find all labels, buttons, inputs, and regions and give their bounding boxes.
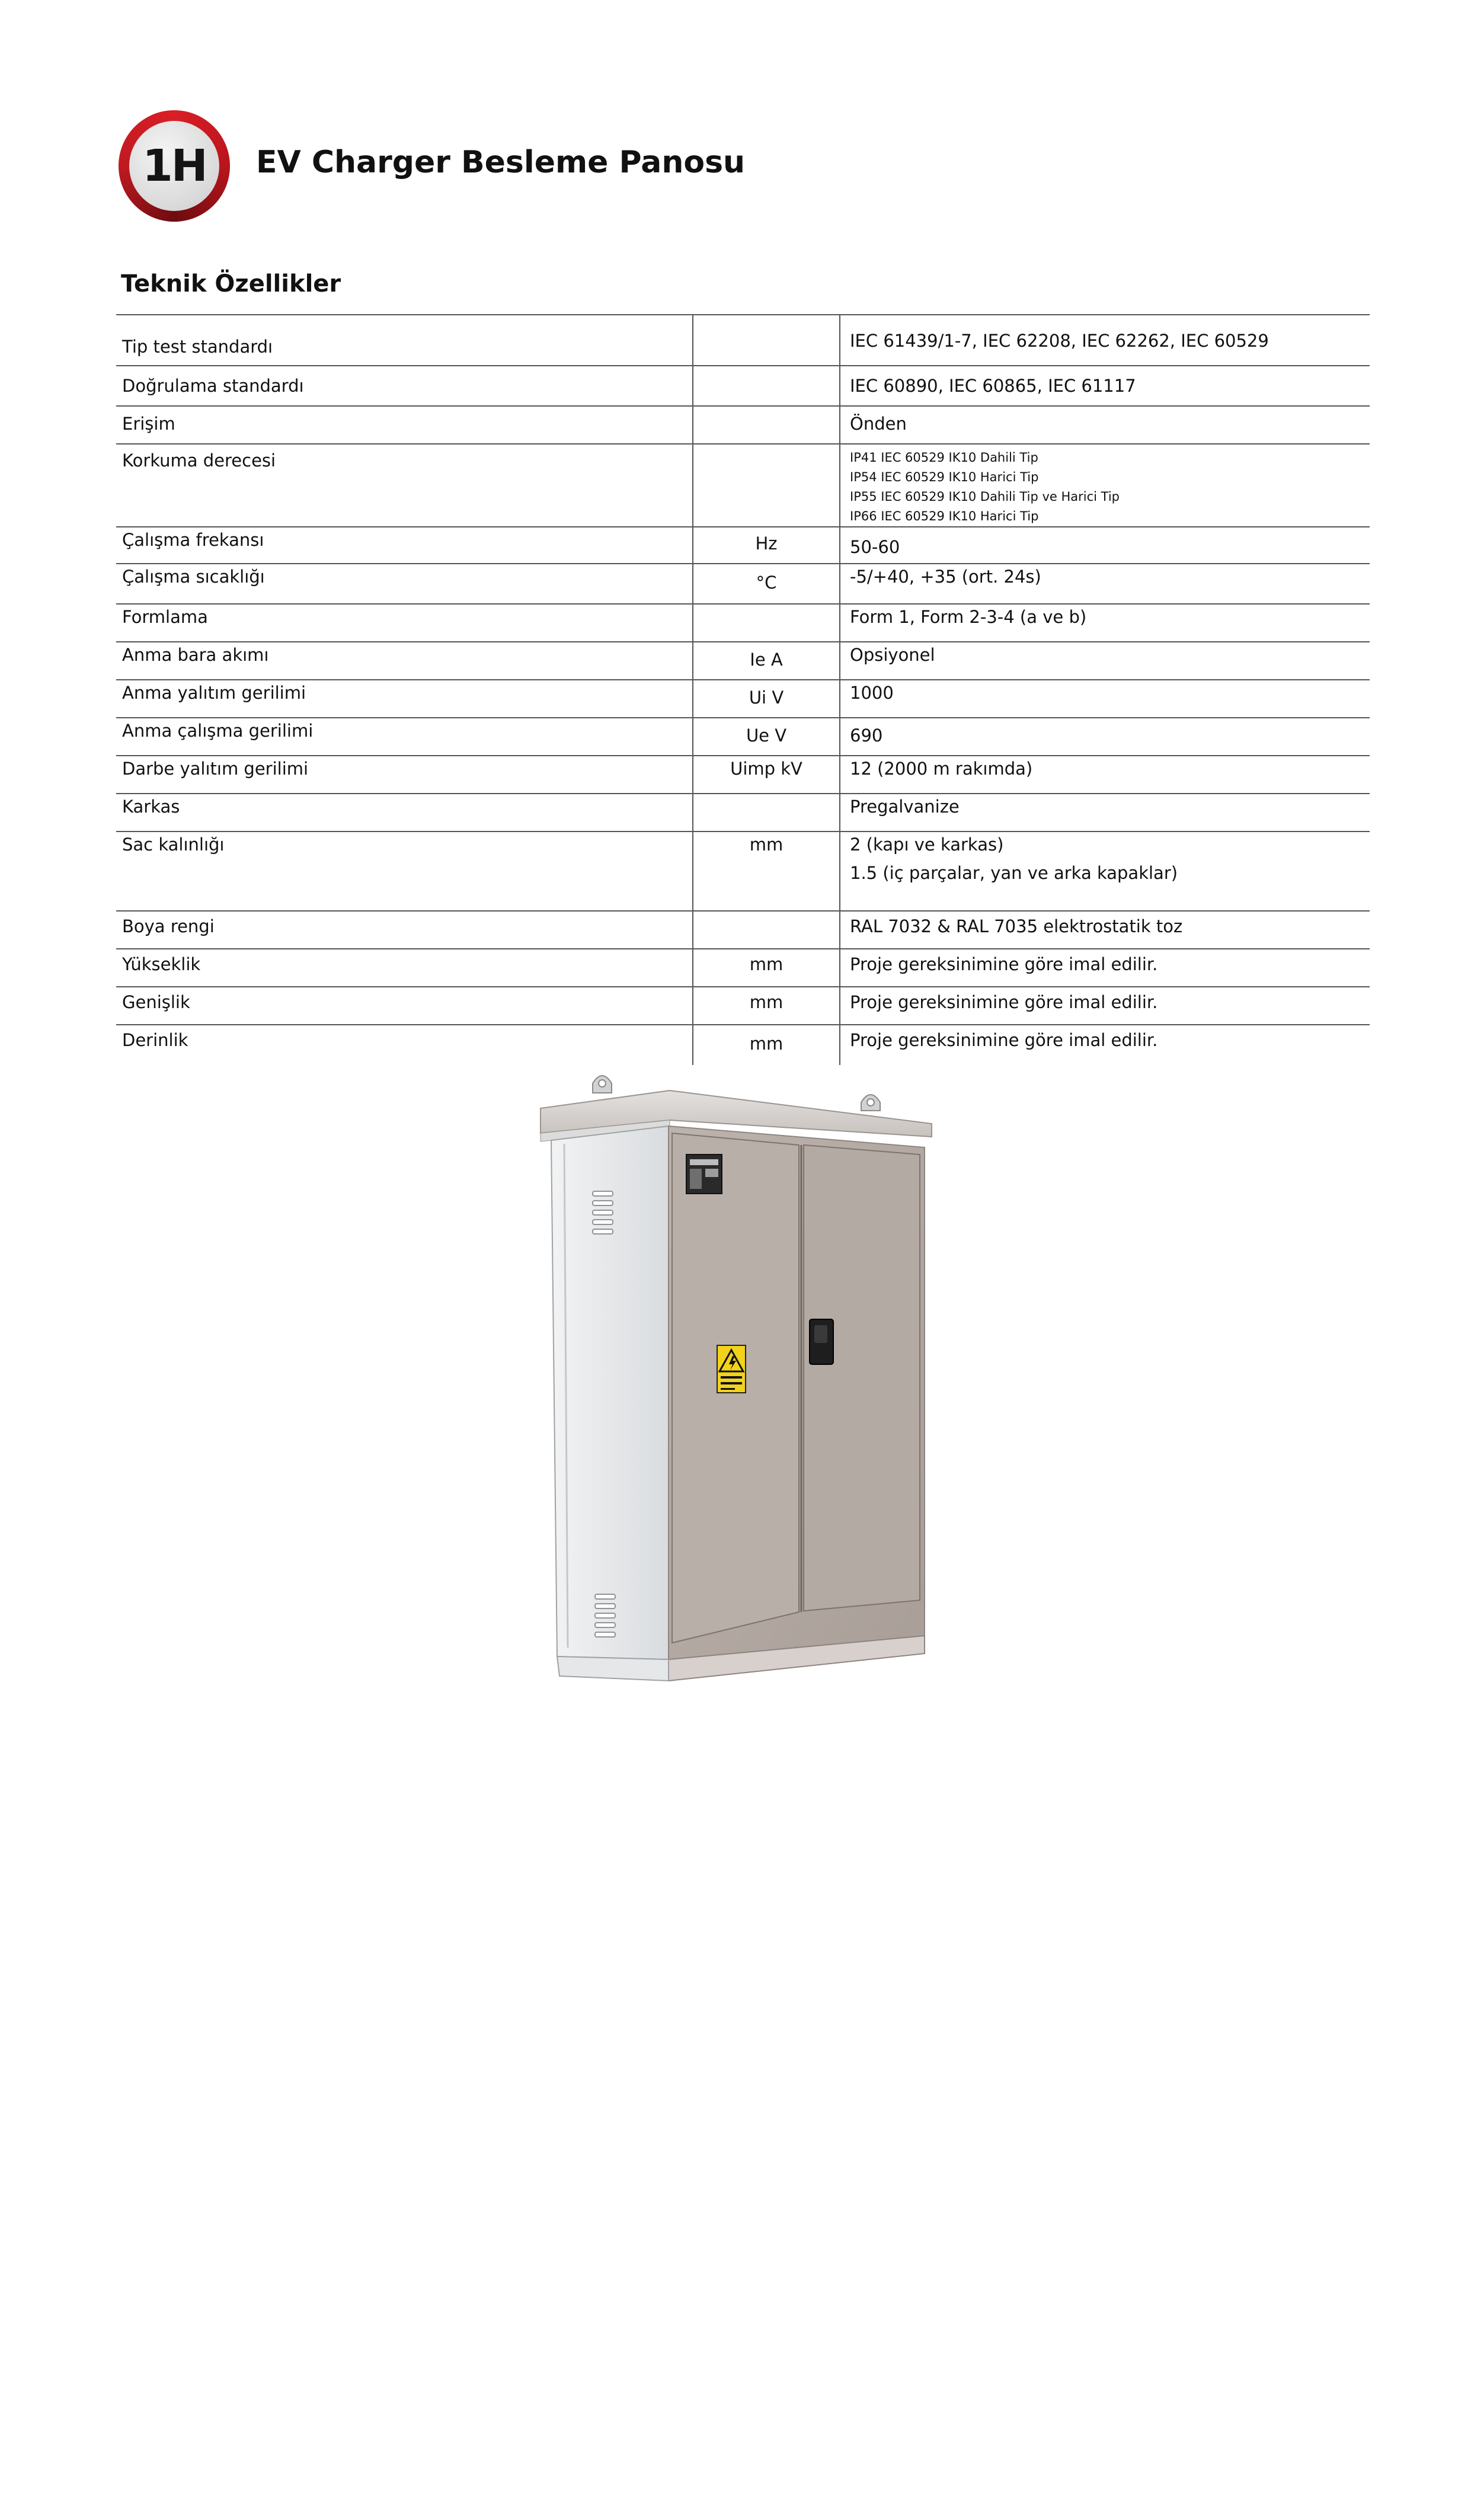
spec-value: Pregalvanize — [840, 794, 1370, 832]
lifting-eye-right — [861, 1095, 880, 1111]
spec-value: Form 1, Form 2-3-4 (a ve b) — [840, 604, 1370, 642]
logo-badge-text: 1H — [129, 121, 219, 211]
cabinet-illustration — [533, 1067, 948, 1683]
spec-value: 12 (2000 m rakımda) — [840, 756, 1370, 794]
table-row — [116, 911, 1370, 949]
spec-unit: mm — [693, 949, 840, 987]
spec-unit — [693, 315, 840, 366]
table-row — [116, 718, 1370, 756]
spec-name: Çalışma sıcaklığı — [116, 564, 693, 604]
spec-unit: mm — [693, 832, 840, 911]
protection-line: IP41 IEC 60529 IK10 Dahili Tip — [850, 450, 1038, 465]
spec-name: Boya rengi — [116, 911, 693, 949]
spec-unit — [693, 366, 840, 406]
high-voltage-warning-icon — [717, 1345, 746, 1393]
table-row — [116, 406, 1370, 444]
spec-value: 690 — [840, 718, 1370, 756]
spec-name: Anma çalışma gerilimi — [116, 718, 693, 756]
spec-unit: °C — [693, 564, 840, 604]
table-row — [116, 987, 1370, 1025]
spec-value — [840, 832, 1370, 911]
spec-value: Önden — [840, 406, 1370, 444]
spec-name: Genişlik — [116, 987, 693, 1025]
spec-value: IEC 61439/1-7, IEC 62208, IEC 62262, IEC 60529 — [840, 315, 1370, 366]
spec-name: Çalışma frekansı — [116, 527, 693, 564]
lifting-eye-left — [593, 1076, 612, 1093]
table-row — [116, 756, 1370, 794]
spec-name: Sac kalınlığı — [116, 832, 693, 911]
spec-name: Anma yalıtım gerilimi — [116, 680, 693, 718]
spec-unit: Ue V — [693, 718, 840, 756]
spec-unit — [693, 406, 840, 444]
spec-unit: Hz — [693, 527, 840, 564]
table-row — [116, 1025, 1370, 1065]
cabinet-door-right — [804, 1145, 920, 1611]
thickness-line: 2 (kapı ve karkas) — [850, 834, 1004, 855]
spec-unit: mm — [693, 1025, 840, 1065]
spec-unit — [693, 444, 840, 527]
spec-value: IEC 60890, IEC 60865, IEC 61117 — [840, 366, 1370, 406]
table-row — [116, 794, 1370, 832]
table-row — [116, 444, 1370, 527]
spec-unit: Ie A — [693, 642, 840, 680]
table-row — [116, 642, 1370, 680]
spec-name: Karkas — [116, 794, 693, 832]
spec-unit: mm — [693, 987, 840, 1025]
spec-name: Korkuma derecesi — [116, 444, 693, 527]
spec-name: Erişim — [116, 406, 693, 444]
page-title: EV Charger Besleme Panosu — [256, 145, 746, 180]
table-row — [116, 949, 1370, 987]
table-row — [116, 564, 1370, 604]
spec-value: Proje gereksinimine göre imal edilir. — [840, 949, 1370, 987]
table-row — [116, 604, 1370, 642]
protection-line: IP66 IEC 60529 IK10 Harici Tip — [850, 509, 1039, 523]
spec-table — [116, 314, 1370, 1065]
spec-name: Yükseklik — [116, 949, 693, 987]
table-row — [116, 315, 1370, 366]
spec-value — [840, 444, 1370, 527]
protection-line: IP55 IEC 60529 IK10 Dahili Tip ve Harici Tip — [850, 490, 1120, 504]
spec-value: 50-60 — [840, 527, 1370, 564]
spec-unit: Uimp kV — [693, 756, 840, 794]
logo-badge — [119, 110, 230, 222]
spec-name: Formlama — [116, 604, 693, 642]
spec-unit: Ui V — [693, 680, 840, 718]
door-handle-icon — [810, 1319, 833, 1364]
table-row — [116, 366, 1370, 406]
table-row — [116, 527, 1370, 564]
table-row — [116, 680, 1370, 718]
spec-value: RAL 7032 & RAL 7035 elektrostatik toz — [840, 911, 1370, 949]
table-row — [116, 832, 1370, 911]
spec-unit — [693, 794, 840, 832]
protection-line: IP54 IEC 60529 IK10 Harici Tip — [850, 470, 1039, 484]
spec-unit — [693, 911, 840, 949]
spec-value: Opsiyonel — [840, 642, 1370, 680]
spec-value: Proje gereksinimine göre imal edilir. — [840, 987, 1370, 1025]
spec-name: Derinlik — [116, 1025, 693, 1065]
spec-value: 1000 — [840, 680, 1370, 718]
spec-name: Darbe yalıtım gerilimi — [116, 756, 693, 794]
section-title: Teknik Özellikler — [121, 270, 341, 298]
spec-name: Anma bara akımı — [116, 642, 693, 680]
spec-name: Tip test standardı — [116, 315, 693, 366]
spec-unit — [693, 604, 840, 642]
thickness-line: 1.5 (iç parçalar, yan ve arka kapaklar) — [850, 863, 1178, 883]
nameplate — [686, 1155, 722, 1194]
spec-value: Proje gereksinimine göre imal edilir. — [840, 1025, 1370, 1065]
spec-name: Doğrulama standardı — [116, 366, 693, 406]
spec-value: -5/+40, +35 (ort. 24s) — [840, 564, 1370, 604]
